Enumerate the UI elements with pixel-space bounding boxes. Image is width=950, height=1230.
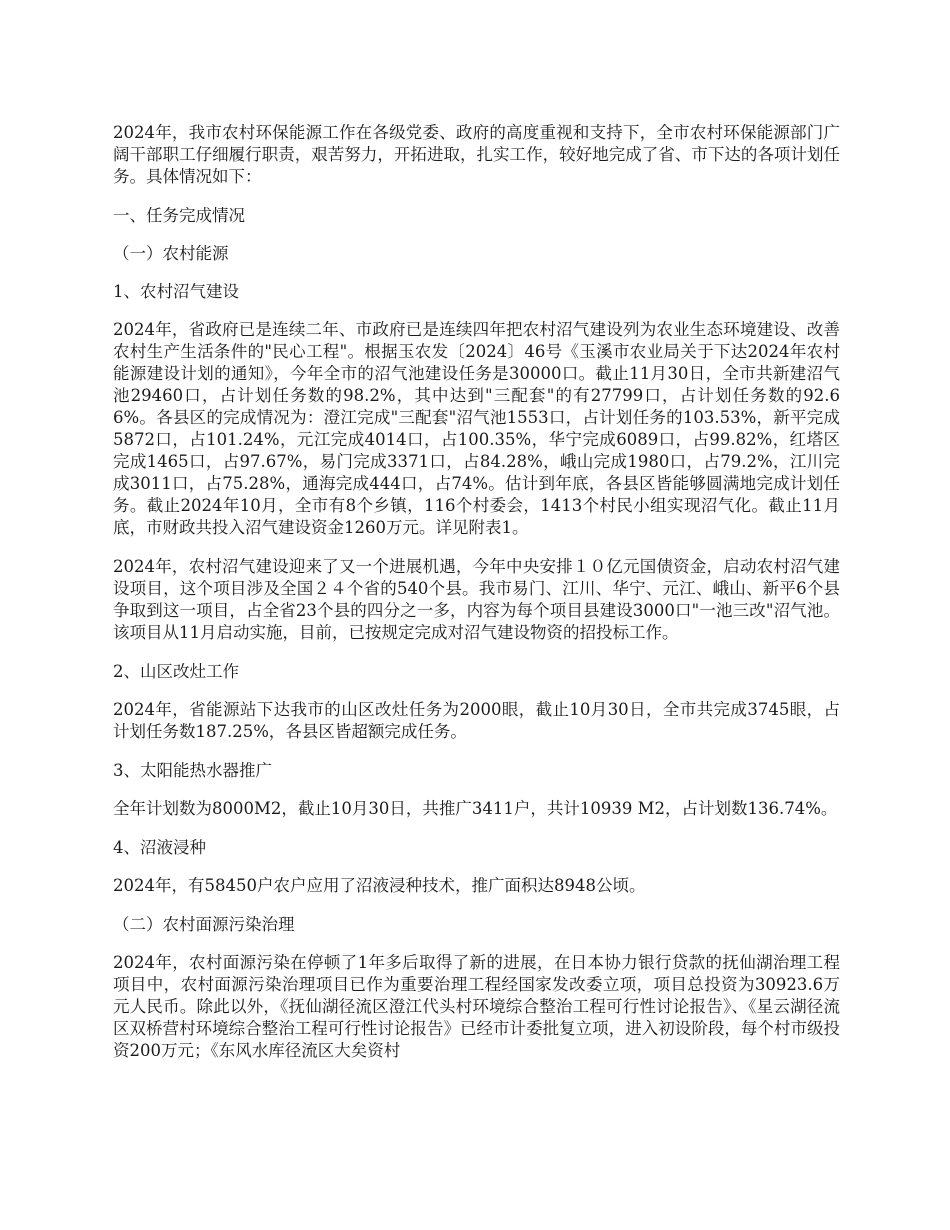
stove-paragraph: 2024年，省能源站下达我市的山区改灶任务为2000眼，截止10月30日，全市共完成3745眼，占计划任务数187.25%，各县区皆超额完成任务。	[113, 700, 840, 741]
solar-paragraph: 全年计划数为8000M2，截止10月30日，共推广3411户，共计10939 M2，占计划数136.74%。	[113, 799, 838, 818]
intro-paragraph: 2024年，我市农村环保能源工作在各级党委、政府的高度重视和支持下，全市农村环保能源部门广阔干部职工仔细履行职责，艰苦努力，开拓进取，扎实工作，较好地完成了省、市下达的各项计划任务。具体情况如下：	[113, 123, 840, 186]
item-heading-seed: 4、沼液浸种	[113, 838, 206, 857]
section-heading-task-completion: 一、任务完成情况	[113, 206, 245, 225]
subsection-heading-rural-energy: （一）农村能源	[113, 244, 229, 263]
biogas-paragraph-1: 2024年，省政府已是连续二年、市政府已是连续四年把农村沼气建设列为农业生态环境建设、改善农村生产生活条件的"民心工程"。根据玉农发〔2024〕46号《玉溪市农业局关于下达2024年农村能源建设计划的通知》，今年全市的沼气池建设任务是30000口。截止11月30日，全市共新建沼气池29460口，占计划任务数的98.2%，其中达到"三配套"的有27799口，占计划任务数的92.66%。各县区的完成情况为：澄江完成"三配套"沼气池1553口，占计划任务的103.53%，新平完成5872口，占101.24%，元江完成4014口，占100.35%，华宁完成6089口，占99.82%，红塔区完成1465口，占97.67%，易门完成3371口，占84.28%，峨山完成1980口，占79.2%，江川完成3011口，占75.28%，通海完成444口，占74%。估计到年底，各县区皆能够圆满地完成计划任务。截止2024年10月，全市有8个乡镇，116个村委会，1413个村民小组实现沼气化。截止11月底，市财政共投入沼气建设资金1260万元。详见附表1。	[113, 320, 840, 537]
pollution-paragraph: 2024年，农村面源污染在停顿了1年多后取得了新的进展，在日本协力银行贷款的抚仙湖治理工程项目中，农村面源污染治理项目已作为重要治理工程经国家发改委立项，项目总投资为30923.6万元人民币。除此以外，《抚仙湖径流区澄江代头村环境综合整治工程可行性讨论报告》、《星云湖径流区双桥营村环境综合整治工程可行性讨论报告》已经市计委批复立项，进入初设阶段，每个村市级投资200万元；《东风水库径流区大矣资村	[113, 953, 840, 1060]
biogas-paragraph-2: 2024年，农村沼气建设迎来了又一个进展机遇，今年中央安排１０亿元国债资金，启动农村沼气建设项目，这个项目涉及全国２４个省的540个县。我市易门、江川、华宁、元江、峨山、新平6个县争取到这一项目，占全省23个县的四分之一多，内容为每个项目县建设3000口"一池三改"沼气池。该项目从11月启动实施，目前，已按规定完成对沼气建设物资的招投标工作。	[113, 557, 840, 642]
subsection-heading-pollution: （二）农村面源污染治理	[113, 915, 295, 934]
item-heading-biogas: 1、农村沼气建设	[113, 282, 239, 301]
item-heading-solar: 3、太阳能热水器推广	[113, 761, 272, 780]
item-heading-stove: 2、山区改灶工作	[113, 662, 239, 681]
seed-paragraph: 2024年，有58450户农户应用了沼液浸种技术，推广面积达8948公顷。	[113, 876, 646, 895]
